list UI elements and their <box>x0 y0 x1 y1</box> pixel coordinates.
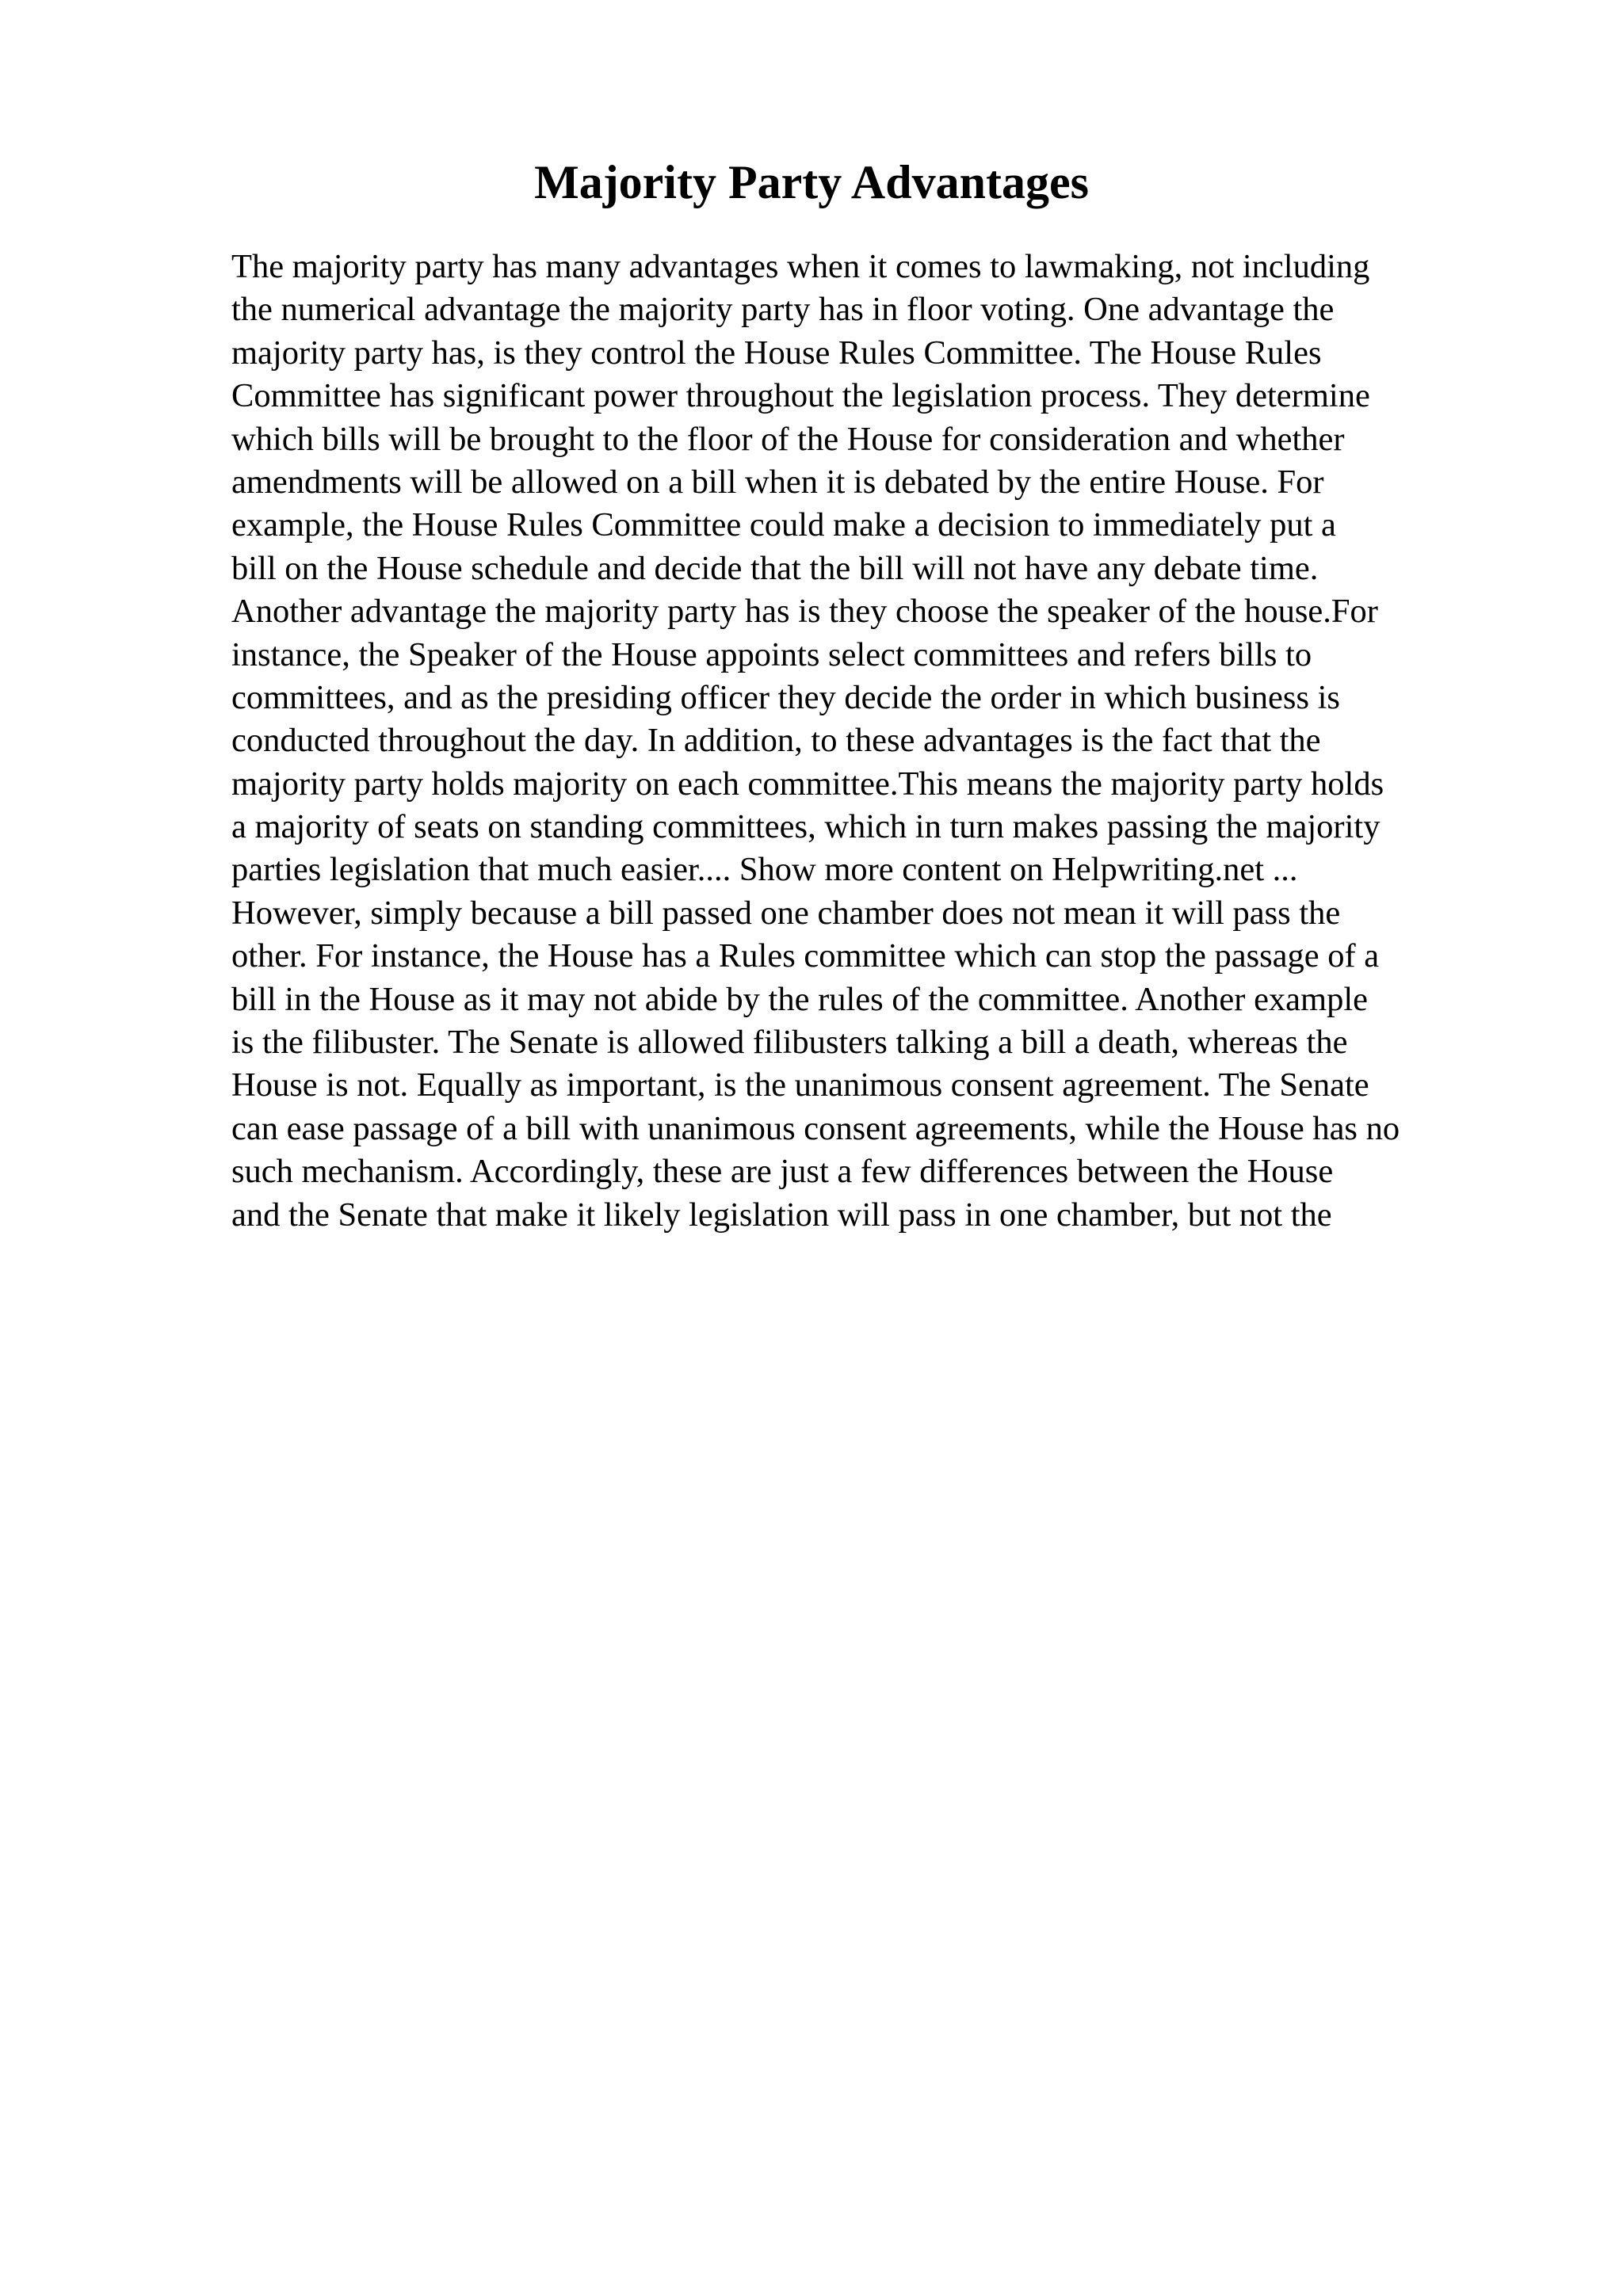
body-line: Committee has significant power throughout the legislation process. They determine <box>231 377 1370 415</box>
body-line: and the Senate that make it likely legislation will pass in one chamber, but not the <box>231 1196 1332 1234</box>
body-line: Another advantage the majority party has is they choose the speaker of the house.For <box>231 593 1378 631</box>
body-line: bill in the House as it may not abide by the rules of the committee. Another example <box>231 980 1369 1018</box>
body-line: parties legislation that much easier.... Show more content on Helpwriting.net ... <box>231 851 1298 889</box>
body-line: The majority party has many advantages when it comes to lawmaking, not including <box>231 248 1370 285</box>
body-line: However, simply because a bill passed one chamber does not mean it will pass the <box>231 894 1341 932</box>
body-line: can ease passage of a bill with unanimous consent agreements, while the House has no <box>231 1109 1400 1147</box>
document-title: Majority Party Advantages <box>534 156 1089 208</box>
body-line: bill on the House schedule and decide that the bill will not have any debate time. <box>231 549 1319 587</box>
body-line: conducted throughout the day. In addition, to these advantages is the fact that the <box>231 722 1321 760</box>
body-line: a majority of seats on standing committees, which in turn makes passing the majority <box>231 808 1381 846</box>
body-line: House is not. Equally as important, is the unanimous consent agreement. The Senate <box>231 1066 1369 1104</box>
body-line: committees, and as the presiding officer they decide the order in which business is <box>231 678 1340 716</box>
body-line: other. For instance, the House has a Rules committee which can stop the passage of a <box>231 937 1380 975</box>
body-line: instance, the Speaker of the House appoints select committees and refers bills to <box>231 635 1312 673</box>
body-line: majority party holds majority on each committee.This means the majority party holds <box>231 765 1384 803</box>
body-line: such mechanism. Accordingly, these are just a few differences between the House <box>231 1153 1334 1191</box>
body-line: the numerical advantage the majority party has in floor voting. One advantage the <box>231 291 1335 329</box>
body-line: amendments will be allowed on a bill when it is debated by the entire House. For <box>231 463 1324 501</box>
body-line: example, the House Rules Committee could make a decision to immediately put a <box>231 506 1336 544</box>
document-body <box>231 246 1547 1237</box>
body-line: which bills will be brought to the floor of the House for consideration and whether <box>231 420 1345 458</box>
body-line: majority party has, is they control the House Rules Committee. The House Rules <box>231 334 1322 372</box>
body-line: is the filibuster. The Senate is allowed filibusters talking a bill a death, whereas the <box>231 1024 1348 1062</box>
